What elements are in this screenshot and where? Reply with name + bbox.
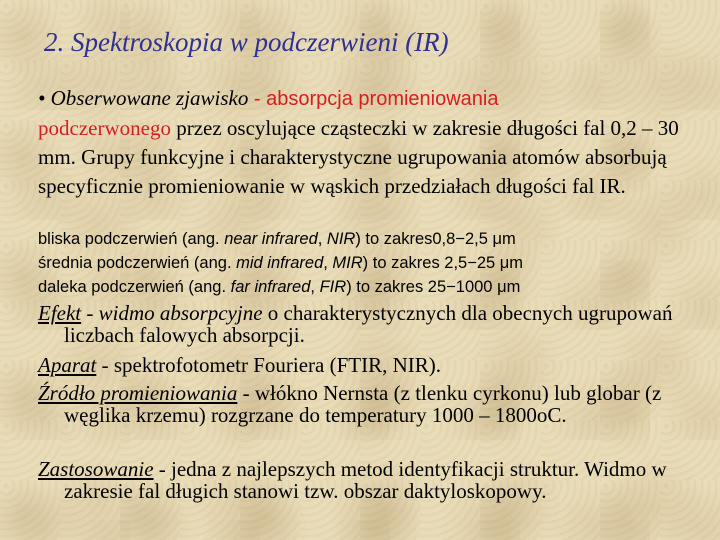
range-item-fir: daleka podczerwień (ang. far infrared, FIR) to zakres 25−1000 μm [38,278,521,296]
zrodlo-text: - włókno Nernsta (z tlenku cyrkonu) lub globar (z węglika krzemu) rozgrzane do temperatury 1000 – 1800oC. [64,381,662,427]
aparat-text: - spektrofotometr Fouriera (FTIR, NIR). [96,353,442,377]
efekt-label: Efekt [38,301,82,325]
definition-aparat [38,354,714,376]
definition-zastosowanie [38,458,714,502]
intro-highlight-1: absorpcja promieniowania [266,88,499,110]
range-item-mir: średnia podczerwień (ang. mid infrared, MIR) to zakres 2,5−25 μm [38,254,524,272]
zrodlo-label: Źródło promieniowania [38,381,238,405]
definition-zrodlo [38,382,714,426]
zastosowanie-label: Zastosowanie [38,457,154,481]
ir-ranges-list [38,227,698,299]
intro-text: przez oscylujące cząsteczki w zakresie długości fal 0,2 – 30 mm. Grupy funkcyjne i charakterystyczne ugrupowania atomów absorbują specyficznie promieniowanie w wąskich przedziałach długości fal IR. [38,116,679,198]
intro-highlight-2: podczerwonego [38,116,171,140]
efekt-text: o charakterystycznych dla obecnych ugrupowań liczbach falowych absorpcji. [64,301,673,347]
aparat-label: Aparat [38,353,97,377]
intro-dash: - [248,88,267,110]
slide-title: 2. Spektroskopia w podczerwieni (IR) [44,27,449,57]
definition-efekt [38,302,714,346]
efekt-italic: - widmo absorpcyjne [81,301,263,325]
intro-bullet: • Obserwowane zjawisko [38,86,249,110]
range-item-nir: bliska podczerwień (ang. near infrared, NIR) to zakres0,8−2,5 μm [38,230,516,248]
intro-paragraph [38,84,698,201]
zastosowanie-text: - jedna z najlepszych metod identyfikacji struktur. Widmo w zakresie fal długich stanowi tzw. obszar daktyloskopowy. [64,457,667,503]
